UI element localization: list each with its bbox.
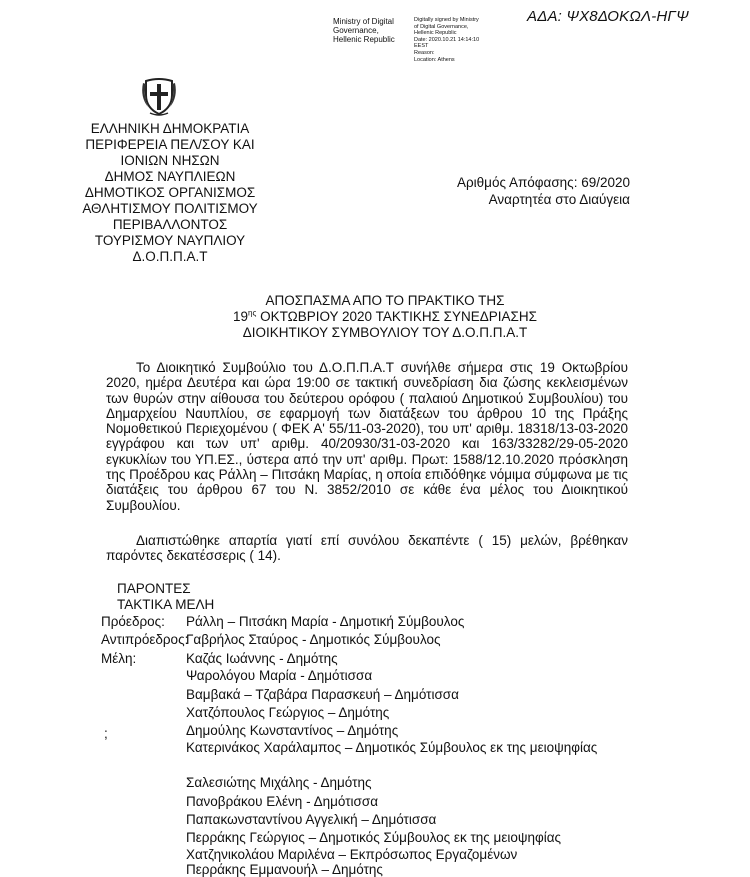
issuer-block xyxy=(70,121,270,265)
excerpt-line-2 xyxy=(160,309,610,325)
issuer-line: ΤΟΥΡΙΣΜΟΥ ΝΑΥΠΛΙΟΥ xyxy=(94,233,246,248)
issuer-line: ΔΗΜΟΣ ΝΑΥΠΛΙΕΩΝ xyxy=(104,169,236,184)
signature-detail-line: EEST xyxy=(414,43,429,50)
present-title: ΠΑΡΟΝΤΕΣ xyxy=(117,581,191,596)
member-item: Χατζηνικολάου Μαριλένα – Εκπρόσωπος Εργαζομένων xyxy=(186,847,518,862)
excerpt-line-2-rest: ΟΚΤΩΒΡΙΟΥ 2020 ΤΑΚΤΙΚΗΣ ΣΥΝΕΔΡΙΑΣΗΣ xyxy=(256,309,537,324)
member-item: Καζάς Ιωάννης - Δημότης xyxy=(186,651,338,666)
excerpt-line-1: ΑΠΟΣΠΑΣΜΑ ΑΠΟ ΤΟ ΠΡΑΚΤΙΚΟ ΤΗΣ xyxy=(265,293,505,308)
member-item: Ψαρολόγου Μαρία - Δημότισσα xyxy=(186,668,373,683)
members-label: Μέλη: xyxy=(101,651,137,666)
present-heading xyxy=(117,581,214,613)
member-item: Δημούλης Κωνσταντίνος – Δημότης xyxy=(186,723,399,738)
signature-detail-line: Reason: xyxy=(414,49,435,56)
member-item: Παπακωνσταντίνου Αγγελική – Δημότισσα xyxy=(186,812,437,827)
body-paragraph-1: Το Διοικητικό Συμβούλιο του Δ.Ο.Π.Π.Α.Τ συνήλθε σήμερα στις 19 Οκτωβρίου 2020, ημέρα Δευτέρα και ώρα 19:00 σε τακτική συνεδρίαση δια ζώσης κεκλεισμένων των θυρών στην αίθουσα του δεύτερου ορόφου ( παλαιού Δημοτικού Συμβουλίου) του Δημαρχείου Ναυπλίου, σε εφαρμογή των διατάξεων του άρθρου 10 της Πράξης Νομοθετικού Περιεχομένου ( ΦΕΚ Α' 55/11-03-2020), του υπ' αριθμ. 18318/13-03-2020 εγγράφου και των υπ' αριθμ. 40/20930/31-03-2020 και 163/33282/29-05-2020 εγκυκλίων του ΥΠ.ΕΣ., ύστερα από την υπ' αριθμ. Πρωτ: 1588/12.10.2020 πρόσκληση της Προέδρου κας Ράλλη – Πιτσάκη Μαρίας, η οποία επιδόθηκε νόμιμα σύμφωνα με τις διατάξεις του άρθρου 67 του Ν. 3852/2010 σε κάθε ένα μέλος του Διοικητικού Συμβουλίου. xyxy=(106,360,628,513)
signature-signer-line: Hellenic Republic xyxy=(333,35,395,44)
vice-president-label: Αντιπρόεδρος: xyxy=(101,632,189,647)
excerpt-day: 19 xyxy=(233,309,249,324)
president-label: Πρόεδρος: xyxy=(101,614,165,629)
decision-number: Αριθμός Απόφασης: 69/2020 xyxy=(456,175,630,190)
excerpt-day-suffix: ης xyxy=(248,308,257,318)
decision-note: Αναρτητέα στο Διαύγεια xyxy=(488,192,630,207)
signature-detail-line: Digitally signed by Ministry xyxy=(414,17,479,23)
issuer-line: ΔΗΜΟΤΙΚΟΣ ΟΡΓΑΝΙΣΜΟΣ xyxy=(84,185,256,200)
vice-president-name: Γαβρήλος Σταύρος - Δημοτικός Σύμβουλος xyxy=(186,632,441,647)
excerpt-line-3: ΔΙΟΙΚΗΤΙΚΟΥ ΣΥΜΒΟΥΛΙΟΥ ΤΟΥ Δ.Ο.Π.Π.Α.Τ xyxy=(242,325,528,340)
excerpt-heading xyxy=(160,293,610,341)
issuer-line: ΠΕΡΙΦΕΡΕΙΑ ΠΕΛ/ΣΟΥ ΚΑΙ xyxy=(85,137,255,152)
member-item: Πανοβράκου Ελένη - Δημότισσα xyxy=(186,794,378,809)
president-name: Ράλλη – Πιτσάκη Μαρία - Δημοτική Σύμβουλος xyxy=(186,614,465,629)
member-item: Χατζόπουλος Γεώργιος – Δημότης xyxy=(186,705,390,720)
member-item: Περράκης Εμμανουήλ – Δημότης xyxy=(186,862,383,877)
coat-of-arms-icon xyxy=(140,75,178,117)
stray-mark: ; xyxy=(104,726,108,741)
signature-signer xyxy=(333,17,411,44)
present-subtitle: ΤΑΚΤΙΚΑ ΜΕΛΗ xyxy=(117,597,215,612)
decision-block xyxy=(425,174,630,208)
ada-code: ΑΔΑ: ΨΧ8ΔΟΚΩΛ-ΗΓΨ xyxy=(527,8,689,25)
issuer-line: ΙΟΝΙΩΝ ΝΗΣΩΝ xyxy=(120,153,220,168)
signature-details xyxy=(414,17,519,63)
issuer-line: ΠΕΡΙΒΑΛΛΟΝΤΟΣ xyxy=(112,217,228,232)
signature-detail-line: Location: Athens xyxy=(414,56,455,63)
signature-signer-line: Governance, xyxy=(333,26,379,35)
member-item: Σαλεσιώτης Μιχάλης - Δημότης xyxy=(186,775,372,790)
signature-detail-line: of Digital Governance, xyxy=(414,23,469,30)
signature-detail-line: Hellenic Republic xyxy=(414,30,457,37)
signature-signer-line: Ministry of Digital xyxy=(333,17,394,26)
member-item: Κατερινάκος Χαράλαμπος – Δημοτικός Σύμβουλος εκ της μειοψηφίας xyxy=(186,740,598,755)
issuer-line: ΕΛΛΗΝΙΚΗ ΔΗΜΟΚΡΑΤΙΑ xyxy=(90,121,250,136)
issuer-line: ΑΘΛΗΤΙΣΜΟΥ ΠΟΛΙΤΙΣΜΟΥ xyxy=(82,201,258,216)
member-item: Περράκης Γεώργιος – Δημοτικός Σύμβουλος εκ της μειοψηφίας xyxy=(186,830,562,845)
issuer-line: Δ.Ο.Π.Π.Α.Τ xyxy=(132,249,208,264)
member-item: Βαμβακά – Τζαβάρα Παρασκευή – Δημότισσα xyxy=(186,687,459,702)
body-paragraph-2: Διαπιστώθηκε απαρτία γιατί επί συνόλου δεκαπέντε ( 15) μελών, βρέθηκαν παρόντες δεκατέσσερις ( 14). xyxy=(106,533,628,564)
signature-detail-line: Date: 2020.10.21 14:14:10 xyxy=(414,36,480,43)
